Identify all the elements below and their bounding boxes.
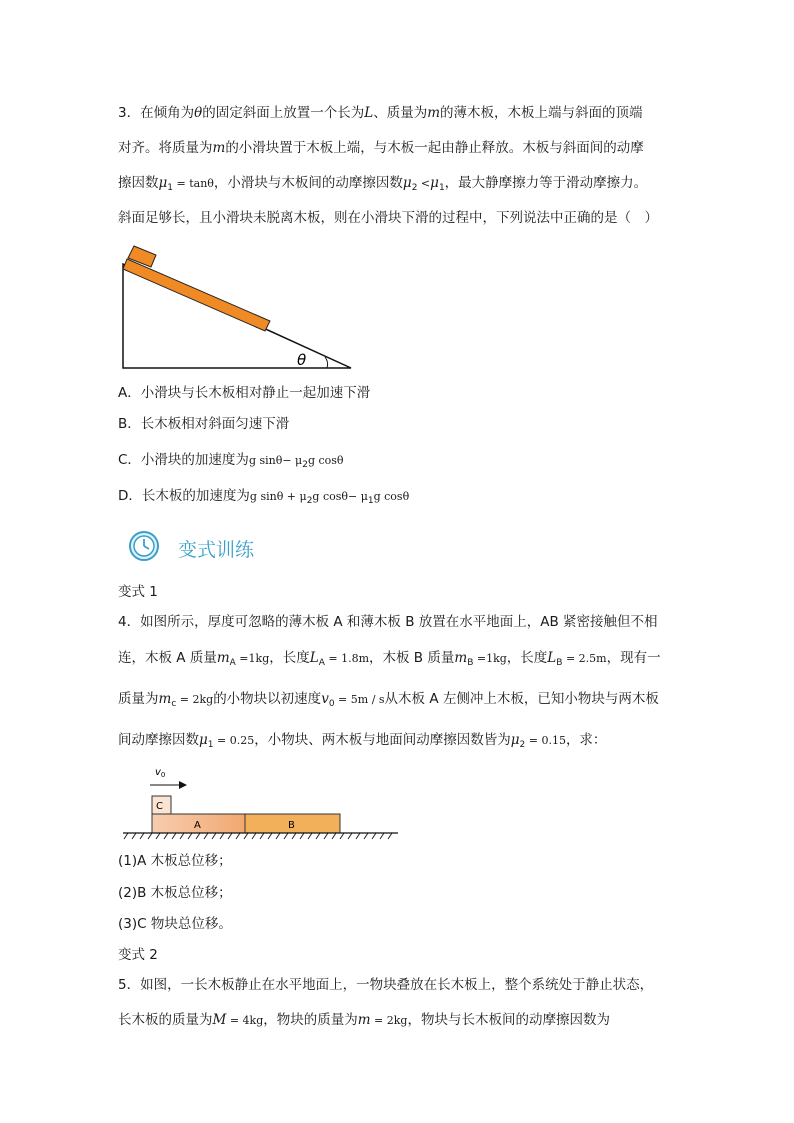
q5-line-2: 长木板的质量为M = 4kg，物块的质量为m = 2kg，物块与长木板间的动摩擦因数为 — [118, 1012, 610, 1028]
board-a-label: A — [194, 820, 201, 831]
q4-sub-2: (2)B 木板总位移； — [118, 885, 232, 901]
q4-line-1: 4．如图所示，厚度可忽略的薄木板 A 和薄木板 B 放置在水平地面上，AB 紧密接触但不相 — [118, 614, 658, 630]
q3-line-4: 斜面足够长，且小滑块未脱离木板，则在小滑块下滑的过程中，下列说法中正确的是（ ） — [118, 210, 658, 226]
option-d: D．长木板的加速度为g $\sin\theta + \mu_2g$ $\cos\theta- \mu_1g$ cosθ — [118, 488, 410, 506]
q3-line-1: 3．在倾角为θ的固定斜面上放置一个长为L、质量为m的薄木板，木板上端与斜面的顶端 — [118, 105, 643, 121]
option-a: A．小滑块与长木板相对静止一起加速下滑 — [118, 385, 371, 401]
variant-1-label: 变式 1 — [118, 584, 158, 600]
block-c-label: C — [156, 801, 163, 812]
ground-hatch — [124, 833, 392, 839]
variant-2-label: 变式 2 — [118, 947, 158, 963]
board-b-label: B — [288, 820, 295, 831]
q4-line-3: 质量为$m_c = 2kg$的小物块以初速度$v_0 = 5m / s$从木板 A 左侧冲上木板，已知小物块与两木板 — [118, 691, 659, 709]
boards-figure — [120, 762, 405, 844]
q3-line-3: 擦因数$\mu_1 = \tan\theta$，小滑块与木板间的动摩擦因数$\mu_2 <\mu_1$，最大静摩擦力等于滑动摩擦力。 — [118, 175, 648, 193]
incline-figure — [115, 238, 360, 373]
option-b: B．长木板相对斜面匀速下滑 — [118, 416, 290, 432]
theta-label: θ — [297, 351, 307, 369]
q3-line-2: 对齐。将质量为m的小滑块置于木板上端，与木板一起由静止释放。木板与斜面间的动摩 — [118, 140, 644, 156]
q4-line-2: 连，木板 A 质量$m_A =1kg$，长度$L_A = 1.8m$，木板 B 质量$m_B =1kg$，长度$L_B = 2.5m$，现有一 — [118, 650, 661, 668]
option-c: C．小滑块的加速度为g $\sin\theta- \mu_2g$ cosθ — [118, 452, 344, 470]
v0-label: $v_0$ — [155, 767, 166, 779]
section-title: 变式训练 — [178, 539, 255, 561]
long-board — [123, 259, 270, 331]
q4-sub-3: (3)C 物块总位移。 — [118, 916, 232, 932]
angle-arc — [325, 357, 328, 368]
q4-line-4: 间动摩擦因数$\mu_1 = 0.25$，小物块、两木板与地面间动摩擦因数皆为$\mu_2 = 0.15$，求： — [118, 732, 607, 750]
q4-sub-1: (1)A 木板总位移； — [118, 853, 232, 869]
clock-icon — [128, 530, 160, 562]
q5-line-1: 5．如图，一长木板静止在水平地面上，一物块叠放在长木板上，整个系统处于静止状态， — [118, 977, 654, 993]
